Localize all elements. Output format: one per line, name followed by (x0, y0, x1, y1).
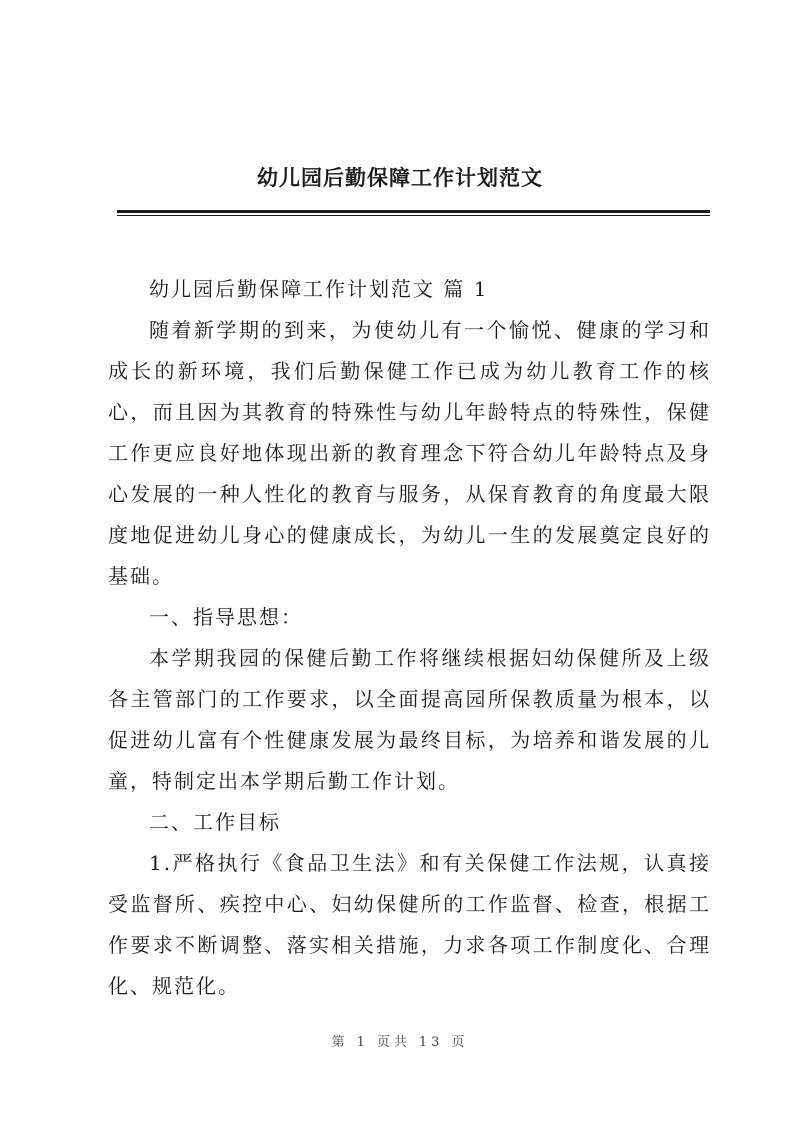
page-footer (0, 1031, 800, 1050)
heading-guiding-ideology: 一、指导思想： (149, 605, 303, 629)
guiding-ideology-paragraph: 本学期我园的保健后勤工作将继续根据妇幼保健所及上级各主管部门的工作要求，以全面提高园所保教质量为根本，以促进幼儿富有个性健康发展为最终目标，为培养和谐发展的儿童，特制定出本学期后勤工作计划。 (108, 646, 711, 793)
document-body (108, 269, 711, 1007)
footer-suffix: 页 (451, 1035, 469, 1050)
footer-total-pages: 13 (418, 1035, 444, 1050)
footer-current-page: 1 (356, 1035, 369, 1050)
footer-prefix: 第 (331, 1035, 349, 1050)
footer-middle: 页共 (376, 1035, 411, 1050)
title-divider (117, 210, 710, 213)
heading-work-goals: 二、工作目标 (149, 810, 281, 834)
section-heading: 幼儿园后勤保障工作计划范文 篇 1 (149, 277, 489, 301)
document-title: 幼儿园后勤保障工作计划范文 (257, 165, 543, 190)
intro-paragraph: 随着新学期的到来，为使幼儿有一个愉悦、健康的学习和成长的新环境，我们后勤保健工作已成为幼儿教育工作的核心，而且因为其教育的特殊性与幼儿年龄特点的特殊性，保健工作更应良好地体现出新的教育理念下符合幼儿年龄特点及身心发展的一种人性化的教育与服务，从保育教育的角度最大限度地促进幼儿身心的健康成长，为幼儿一生的发展奠定良好的基础。 (108, 318, 711, 588)
title-divider-thin (117, 215, 710, 216)
work-goal-item-1: 1.严格执行《食品卫生法》和有关保健工作法规，认真接受监督所、疾控中心、妇幼保健所的工作监督、检查，根据工作要求不断调整、落实相关措施，力求各项工作制度化、合理化、规范化。 (108, 851, 711, 998)
